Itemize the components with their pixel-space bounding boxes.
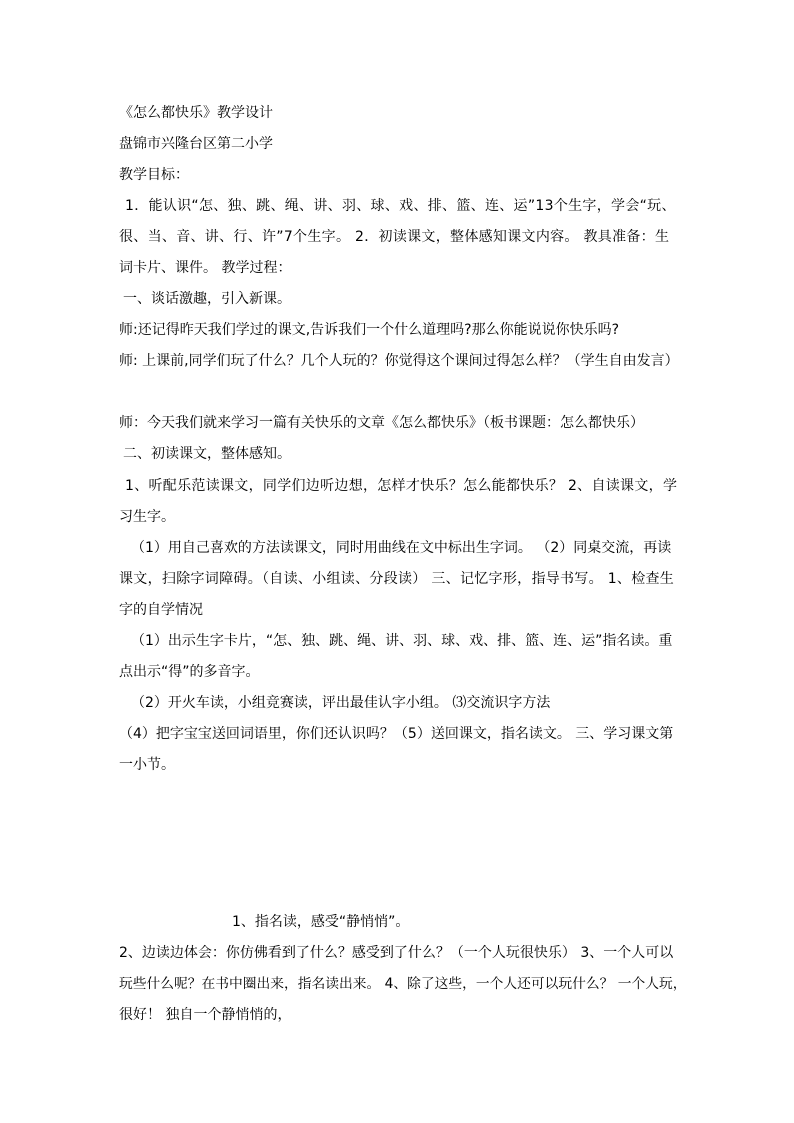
body-line: 2、边读边体会：你仿佛看到了什么？感受到了什么？（一个人玩很快乐） 3、一个人可以: [119, 945, 674, 961]
body-line: 师：今天我们就来学习一篇有关快乐的文章《怎么都快乐》（板书课题：怎么都快乐）: [119, 415, 644, 431]
body-line: 字的自学情况: [119, 602, 203, 618]
body-line: （4）把字宝宝送回词语里，你们还认识吗？（5）送回课文，指名读文。 三、学习课文第: [119, 726, 674, 742]
body-line: 很好！ 独自一个静悄悄的，: [119, 1007, 292, 1023]
body-line: 习生字。: [119, 509, 175, 525]
body-line: 点出示“得”的多音字。: [119, 664, 260, 680]
body-line: 玩些什么呢？在书中圈出来，指名读出来。 4、除了这些，一个人还可以玩什么？ 一个人玩，: [119, 976, 687, 992]
body-line: 1．能认识“怎、独、跳、绳、讲、羽、球、戏、排、篮、连、运”13个生字，学会“玩、: [125, 198, 676, 214]
body-line: 词卡片、课件。 教学过程：: [119, 260, 292, 276]
body-line: 课文，扫除字词障碍。（自读、小组读、分段读） 三、记忆字形，指导书写。 1、检查生: [119, 571, 675, 587]
body-line: 很、当、音、讲、行、许”7个生字。 2．初读课文，整体感知课文内容。 教具准备：生: [119, 229, 670, 245]
school-name: 盘锦市兴隆台区第二小学: [119, 136, 273, 152]
body-line: 师: 上课前,同学们玩了什么？几个人玩的？你觉得这个课间过得怎么样？（学生自由发言）: [119, 353, 679, 369]
body-line: 师:还记得昨天我们学过的课文,告诉我们一个什么道理吗?那么你能说说你快乐吗?: [119, 322, 620, 338]
section-heading: 一、谈话激趣，引入新课。: [123, 291, 291, 307]
body-line: （2）开火车读，小组竞赛读，评出最佳认字小组。 ⑶交流识字方法: [131, 695, 551, 711]
body-line: 一小节。: [119, 757, 175, 773]
body-line: （1）出示生字卡片，“怎、独、跳、绳、讲、羽、球、戏、排、篮、连、运”指名读。重: [131, 633, 673, 649]
section-heading: 二、初读课文，整体感知。: [123, 446, 291, 462]
body-line: 1、听配乐范读课文，同学们边听边想，怎样才快乐？怎么能都快乐？ 2、自读课文，学: [125, 478, 678, 494]
heading-teaching-goals: 教学目标：: [119, 167, 189, 183]
body-line: 1、指名读，感受“静悄悄”。: [232, 914, 410, 930]
document-title: 《怎么都快乐》教学设计: [119, 105, 273, 121]
body-line: （1）用自己喜欢的方法读课文，同时用曲线在文中标出生字词。 （2）同桌交流，再读: [131, 540, 672, 556]
